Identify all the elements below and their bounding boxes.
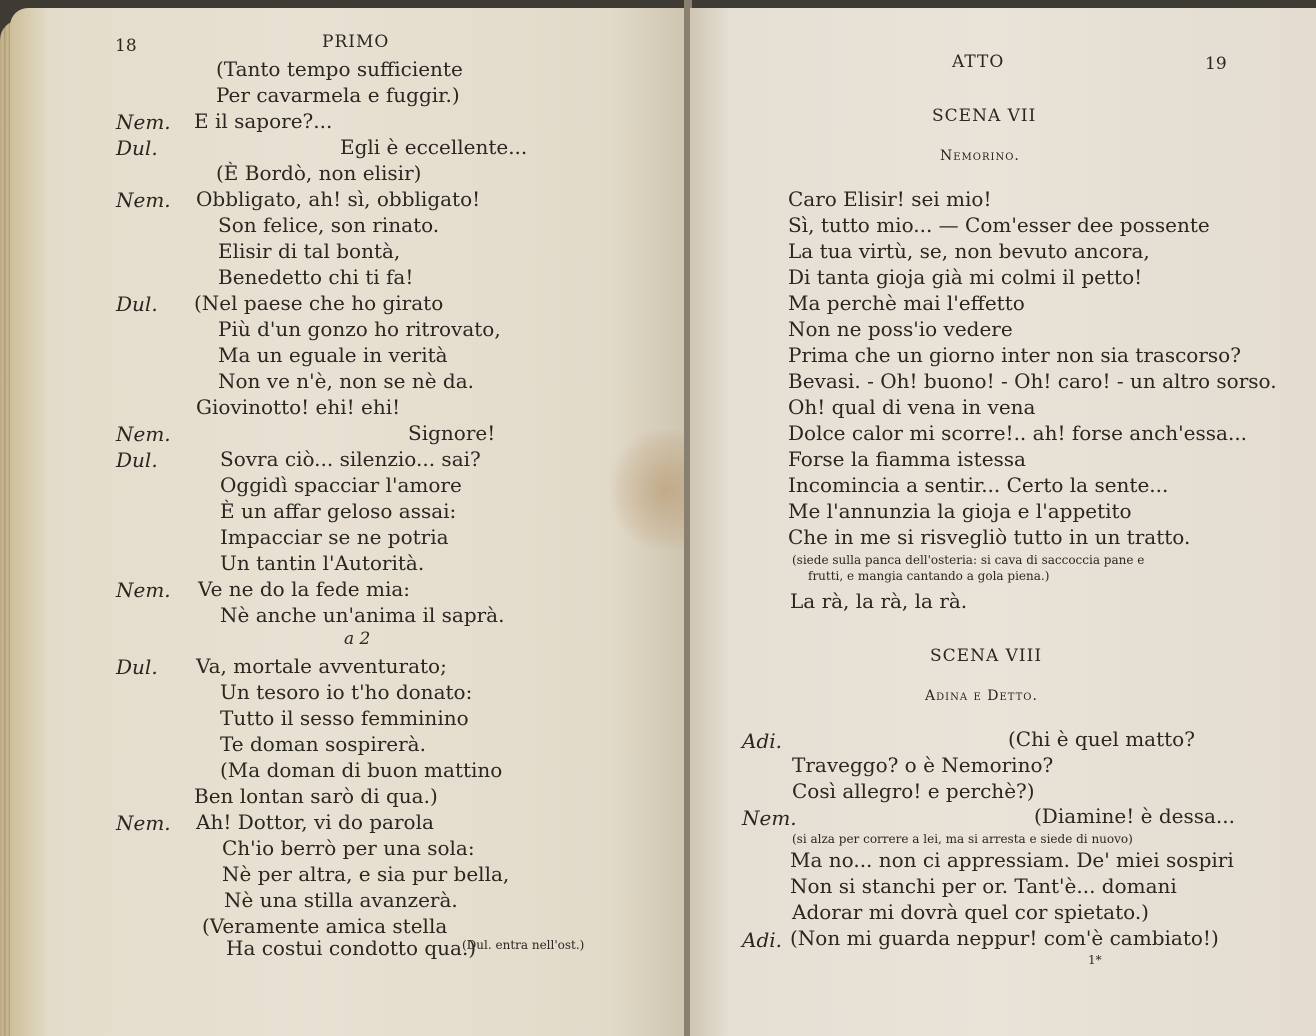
verse-line: Ve ne do la fede mia: — [198, 577, 411, 601]
verse-line: Ah! Dottor, vi do parola — [196, 810, 434, 834]
verse-line: Nè per altra, e sia pur bella, — [222, 862, 510, 886]
verse-line: È un affar geloso assai: — [220, 499, 457, 523]
speaker-label: Nem. — [116, 578, 171, 602]
verse-line: Ch'io berrò per una sola: — [222, 836, 475, 860]
verse-line: Giovinotto! ehi! ehi! — [196, 395, 401, 419]
page-number-left: 18 — [115, 36, 137, 56]
verse-line: Elisir di tal bontà, — [218, 239, 401, 263]
stage-direction-exit: (Dul. entra nell'ost.) — [462, 938, 585, 952]
verse-line: Nè anche un'anima il saprà. — [220, 603, 505, 627]
speaker-label: Nem. — [116, 422, 171, 446]
verse-line: Di tanta gioja già mi colmi il petto! — [788, 265, 1143, 289]
verse-line: (Chi è quel matto? — [1008, 727, 1195, 751]
verse-line: Me l'annunzia la gioja e l'appetito — [788, 499, 1132, 523]
verse-line: Più d'un gonzo ho ritrovato, — [218, 317, 501, 341]
speaker-label: Nem. — [116, 110, 171, 134]
verse-line: Sovra ciò... silenzio... sai? — [220, 447, 481, 471]
verse-line: Bevasi. - Oh! buono! - Oh! caro! - un altro sorso. — [788, 369, 1277, 393]
verse-line: a 2 — [344, 629, 371, 649]
verse-line: Forse la fiamma istessa — [788, 447, 1026, 471]
verse-line: Un tesoro io t'ho donato: — [220, 680, 473, 704]
scene-8-characters: Adina e Detto. — [925, 688, 1038, 704]
verse-line: Traveggo? o è Nemorino? — [792, 753, 1054, 777]
verse-line: Impacciar se ne potria — [220, 525, 449, 549]
speaker-label: Nem. — [742, 806, 797, 830]
verse-line: La tua virtù, se, non bevuto ancora, — [788, 239, 1150, 263]
page-number-right: 19 — [1205, 54, 1227, 74]
verse-line: Non si stanchi per or. Tant'è... domani — [790, 874, 1177, 898]
verse-line: Adorar mi dovrà quel cor spietato.) — [792, 900, 1149, 924]
scene-7-last-line: La rà, la rà, la rà. — [790, 589, 968, 613]
speaker-label: Adi. — [742, 928, 782, 952]
speaker-label: Dul. — [116, 136, 158, 160]
scene-7-title: SCENA VII — [932, 106, 1037, 126]
speaker-label: Dul. — [116, 655, 158, 679]
verse-line: Ben lontan sarò di qua.) — [194, 784, 438, 808]
stage-direction-2: frutti, e mangia cantando a gola piena.) — [808, 569, 1050, 583]
verse-line: (Tanto tempo sufficiente — [216, 57, 463, 81]
verse-line: (È Bordò, non elisir) — [216, 161, 422, 185]
verse-line: (Veramente amica stella — [202, 914, 448, 938]
verse-line: Oh! qual di vena in vena — [788, 395, 1036, 419]
verse-line: Benedetto chi ti fa! — [218, 265, 414, 289]
verse-line: Oggidì spacciar l'amore — [220, 473, 462, 497]
speaker-label: Nem. — [116, 811, 171, 835]
verse-line: Incomincia a sentir... Certo la sente... — [788, 473, 1169, 497]
running-head-left: PRIMO — [322, 32, 390, 52]
verse-line: Sì, tutto mio... — Com'esser dee possente — [788, 213, 1210, 237]
verse-line: Un tantin l'Autorità. — [220, 551, 425, 575]
left-page — [10, 8, 686, 1036]
verse-line: (Diamine! è dessa... — [1034, 804, 1235, 828]
verse-line: (Ma doman di buon mattino — [220, 758, 503, 782]
verse-line: Così allegro! e perchè?) — [792, 779, 1035, 803]
speaker-label: Nem. — [116, 188, 171, 212]
verse-line: Signore! — [408, 421, 496, 445]
signature-mark: 1* — [1088, 953, 1102, 967]
verse-line: Ma no... non ci appressiam. De' miei sospiri — [790, 848, 1234, 872]
verse-line: E il sapore?... — [194, 109, 333, 133]
verse-line: Nè una stilla avanzerà. — [224, 888, 458, 912]
running-head-right: ATTO — [952, 52, 1005, 72]
verse-line: Tutto il sesso femminino — [220, 706, 469, 730]
verse-line: Te doman sospirerà. — [220, 732, 426, 756]
verse-line: Non ne poss'io vedere — [788, 317, 1013, 341]
verse-line: Non ve n'è, non se nè da. — [218, 369, 474, 393]
verse-line: Per cavarmela e fuggir.) — [216, 83, 460, 107]
scene-7-characters: Nemorino. — [940, 148, 1020, 164]
verse-line: Prima che un giorno inter non sia trascorso? — [788, 343, 1241, 367]
verse-line: (Nel paese che ho girato — [194, 291, 444, 315]
verse-line: Ma un eguale in verità — [218, 343, 448, 367]
scene-8-title: SCENA VIII — [930, 646, 1043, 666]
verse-line: Che in me si risvegliò tutto in un tratto. — [788, 525, 1191, 549]
speaker-label: Adi. — [742, 729, 782, 753]
stage-direction-1: (siede sulla panca dell'osteria: si cava di saccoccia pane e — [792, 553, 1145, 567]
verse-line: Son felice, son rinato. — [218, 213, 440, 237]
verse-line: Va, mortale avventurato; — [196, 654, 447, 678]
verse-line: Dolce calor mi scorre!.. ah! forse anch'essa... — [788, 421, 1248, 445]
speaker-label: Dul. — [116, 448, 158, 472]
verse-line: Ha costui condotto qua.) — [226, 936, 477, 960]
verse-line: Caro Elisir! sei mio! — [788, 187, 992, 211]
verse-line: Egli è eccellente... — [340, 135, 528, 159]
verse-line: (Non mi guarda neppur! com'è cambiato!) — [790, 926, 1219, 950]
verse-line: Ma perchè mai l'effetto — [788, 291, 1025, 315]
verse-line: Obbligato, ah! sì, obbligato! — [196, 187, 481, 211]
speaker-label: Dul. — [116, 292, 158, 316]
right-page — [690, 8, 1316, 1036]
stage-direction: (si alza per correre a lei, ma si arresta e siede di nuovo) — [792, 832, 1133, 846]
